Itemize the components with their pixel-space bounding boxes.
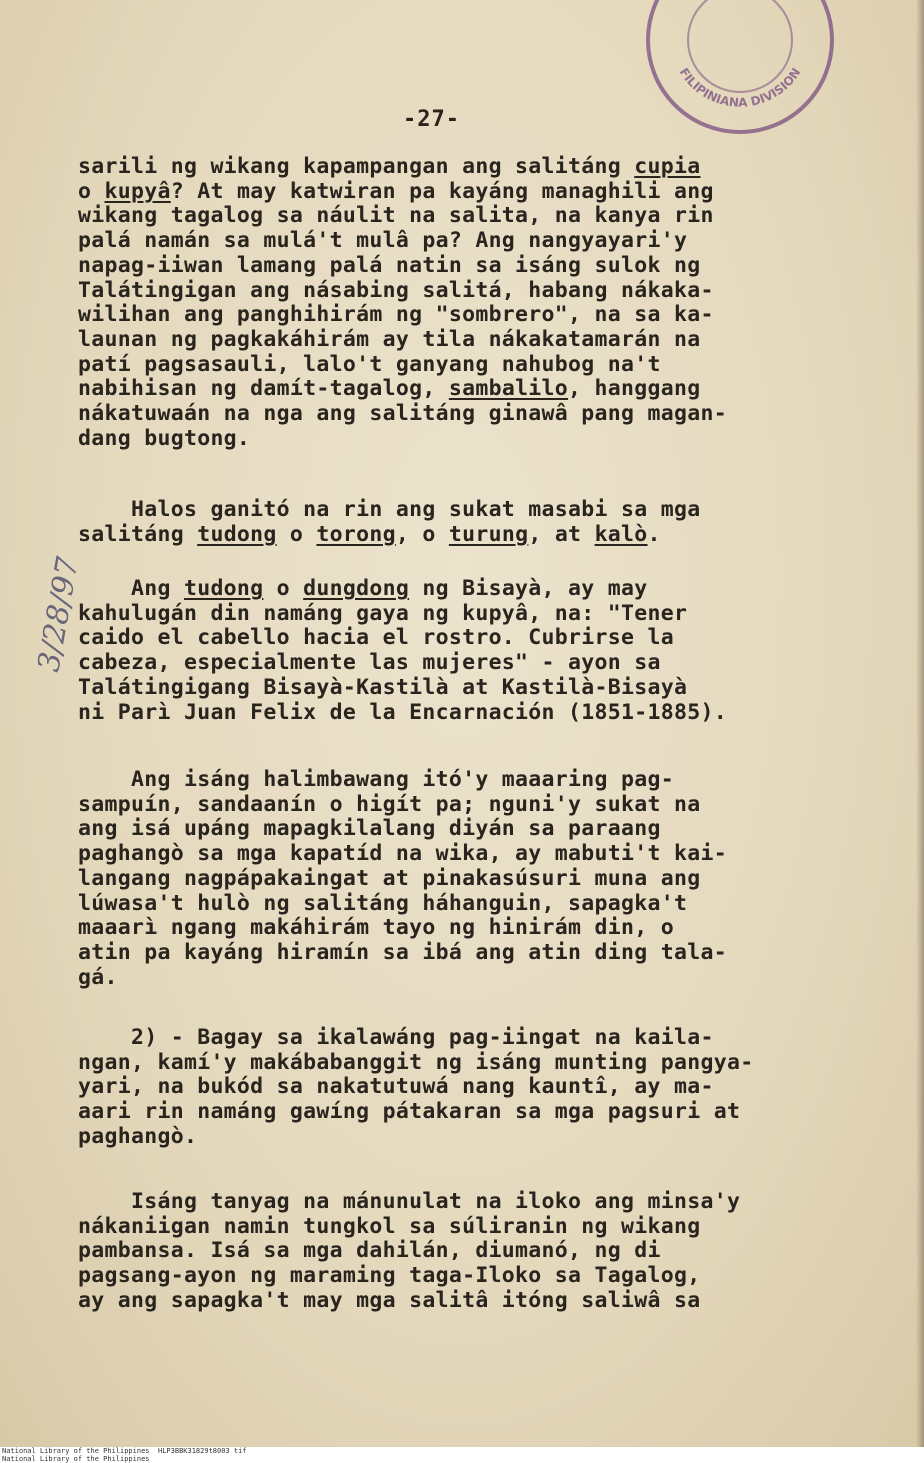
text-segment: Talátingigan ang násabing salitá, habang nákaka- [78,277,714,303]
text-segment: wikang tagalog sa náulit na salita, na kanya rin [78,203,714,229]
text-line [78,1215,740,1240]
text-line [78,204,727,229]
text-segment: ang isá upáng mapagkilalang diyán sa paraang [78,816,661,842]
text-segment: o [78,178,105,204]
text-line [78,817,727,842]
text-line [78,916,727,941]
text-line [78,229,727,254]
text-segment: palá namán sa mulá't mulâ pa? Ang nangyayari'y [78,228,688,254]
paragraph [78,1026,753,1150]
footer [0,1447,924,1463]
text-segment: kahulugán din namáng gaya ng kupyâ, na: "Tener [78,600,688,626]
paragraph [78,1190,740,1314]
underlined-word: kupyâ [104,178,171,204]
text-line [78,1289,740,1314]
text-line [78,651,727,676]
text-segment: paghangò sa mga kapatíd na wika, ay mabuti't kai- [78,841,727,867]
margin-note-text: 3/28/97 [31,554,86,675]
text-line [78,155,727,180]
text-segment: Talátingigang Bisayà-Kastilà at Kastilà-Bisayà [78,674,688,700]
text-segment: . [647,521,661,547]
text-line [78,1075,753,1100]
text-segment: gá. [78,964,118,990]
text-line [78,676,727,701]
text-line [78,701,727,726]
footer-file-id: HLP3BBK31829t8003 tif [158,1447,247,1455]
text-segment: yari, na bukód sa nakatutuwá nang kauntî, ay ma- [78,1074,714,1100]
page-number: -27- [403,107,460,132]
text-line [78,1051,753,1076]
text-segment: lúwasa't hulò ng salitáng háhanguin, sapagka't [78,890,688,916]
text-segment: cabeza, especialmente las mujeres" - ayon sa [78,650,661,676]
text-segment: caido el cabello hacia el rostro. Cubrirse la [78,625,674,651]
text-line [78,768,727,793]
text-line [78,523,700,548]
text-segment: ni Parì Juan Felix de la Encarnación (1851-1885). [78,699,727,725]
footer-line-2: National Library of the Philippines [2,1455,150,1463]
text-line [78,842,727,867]
text-segment: o [276,521,317,547]
handwritten-margin-note [28,545,86,675]
text-segment: , hanggang [568,376,701,402]
library-stamp [640,0,840,140]
text-segment: o [263,576,304,601]
text-line [78,402,727,427]
paragraph [78,498,700,547]
text-line [78,941,727,966]
underlined-word: turung [448,521,529,547]
text-segment: paghangò. [78,1123,198,1149]
underlined-word: kalò [594,521,648,547]
paragraph [78,577,727,725]
text-segment: nabihisan ng damít-tagalog, [78,376,449,402]
stamp-bottom-text: FILIPINIANA DIVISION [676,65,804,110]
text-segment: ? At may katwiran pa kayáng managhili ang [170,178,714,204]
text-line [78,1026,753,1051]
text-line [78,892,727,917]
text-segment: patí pagsasauli, lalo't ganyang nahubog na't [78,351,661,377]
text-line [78,966,727,991]
text-line [78,498,700,523]
text-segment: pagsang-ayon ng maraming taga-Iloko sa Tagalog, [78,1263,701,1289]
text-segment: launan ng pagkakáhirám ay tila nákakatamarán na [78,326,701,352]
text-segment: aari rin namáng gawíng pátakaran sa mga pagsuri at [78,1099,741,1125]
text-line [78,303,727,328]
text-segment: Ang isáng halimbawang itó'y maaaring pag- [78,767,674,792]
text-line [78,602,727,627]
text-line [78,793,727,818]
text-segment: nákaniigan namin tungkol sa súliranin ng wikang [78,1213,701,1239]
text-line [78,180,727,205]
text-segment: nákatuwaán na nga ang salitáng ginawâ pang magan- [78,401,727,427]
text-segment: napag-iiwan lamang palá natin sa isáng sulok ng [78,252,701,278]
text-line [78,328,727,353]
text-line [78,1239,740,1264]
paragraph [78,768,727,990]
text-segment: ng Bisayà, ay may [409,576,648,601]
text-segment: sarili ng wikang kapampangan ang salitáng [78,154,635,179]
text-line [78,626,727,651]
text-line [78,1190,740,1215]
text-segment: pambansa. Isá sa mga dahilán, diumanó, ng di [78,1238,661,1264]
text-segment: 2) - Bagay sa ikalawáng pag-iingat na kaila- [78,1025,714,1050]
svg-text:FILIPINIANA DIVISION [677,65,804,109]
text-segment: Isáng tanyag na mánunulat na iloko ang minsa'y [78,1189,741,1214]
text-segment: Ang [78,576,184,601]
text-segment: sampuín, sandaanín o higít pa; nguni'y sukat na [78,791,701,817]
text-line [78,254,727,279]
underlined-word: cupia [634,154,701,179]
underlined-word: torong [316,521,396,547]
underlined-word: tudong [183,576,264,601]
text-line [78,577,727,602]
text-segment: , o [395,521,449,547]
text-line [78,1264,740,1289]
text-segment: salitáng [78,521,198,547]
page-edge-shadow [916,0,924,1447]
text-segment: maaarì ngang makáhirám tayo ng hinirám din, o [78,915,674,941]
text-segment: ngan, kamí'y makábabanggit ng isáng munting pangya- [78,1049,754,1075]
paragraph [78,155,727,451]
text-segment: ay ang sapagka't may mga salitâ itóng saliwâ sa [78,1287,701,1313]
text-line [78,427,727,452]
text-segment: Halos ganitó na rin ang sukat masabi sa mga [78,497,701,522]
text-segment: , at [528,521,595,547]
text-line [78,377,727,402]
text-segment: wilihan ang panghihirám ng "sombrero", na sa ka- [78,302,714,328]
underlined-word: dungdong [303,576,410,601]
text-segment: atin pa kayáng hiramín sa ibá ang atin ding tala- [78,939,727,965]
text-line [78,353,727,378]
text-line [78,867,727,892]
text-line [78,1125,753,1150]
text-segment: dang bugtong. [78,425,251,451]
underlined-word: tudong [197,521,277,547]
underlined-word: sambalilo [448,376,569,402]
text-line [78,279,727,304]
text-segment: langang nagpápakaingat at pinakasúsuri muna ang [78,865,701,891]
text-line [78,1100,753,1125]
footer-line-1: National Library of the Philippines [2,1447,150,1455]
